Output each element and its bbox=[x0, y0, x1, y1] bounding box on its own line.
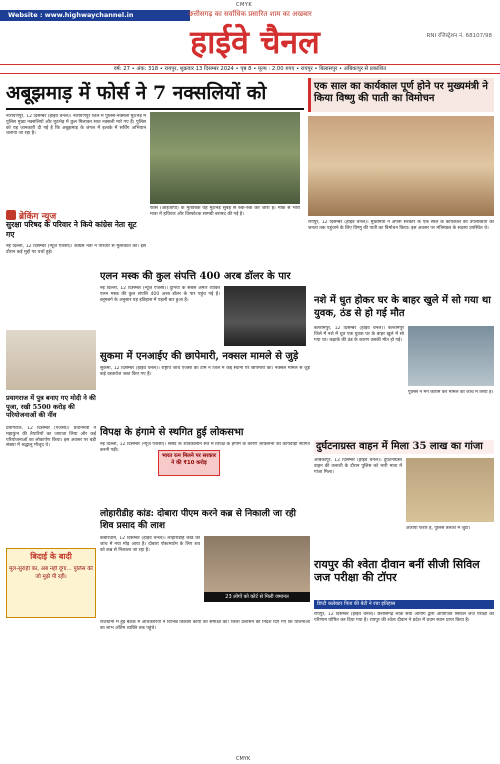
lohardih-body: कबीरधाम, 12 दिसम्बर (हाईवे चैनल)। लोहारीडीह कांड की जांच में नया मोड़ आया है। दोबारा पोस्टमार्टम के लिए शव को कब्र से निकाला जा रहा है। bbox=[100, 536, 200, 553]
ganja-body: अंबिकापुर, 12 दिसम्बर (हाईवे चैनल)। दुर्घटनाग्रस्त वाहन की तलाशी के दौरान पुलिस को भारी मात्रा में गांजा मिला। bbox=[314, 458, 402, 475]
dateline: वर्ष: 27 • अंक: 318 • रायपुर, शुक्रवार 13 दिसम्बर 2024 • पृष्ठ 8 • मूल्य : 2.00 रुपए • रायपुर • बिलासपुर • अंबिकापुर से प्रकाशित bbox=[0, 64, 500, 74]
lead-photo bbox=[150, 112, 300, 204]
musk-photo bbox=[224, 286, 306, 346]
breaking-body: नई दिल्ली, 12 दिसम्बर (न्यूज़ एजेंसी)। कांग्रेस नेता ने परिवार से मुलाकात की। इस दौरान कई मुद्दों पर चर्चा हुई। bbox=[6, 244, 146, 255]
footer-cmyk-mark: CMYK bbox=[236, 756, 251, 762]
breaking-headline[interactable]: सुरक्षा परिषद के परिवार ने किये कांग्रेस नेता सूट गए bbox=[6, 220, 137, 239]
website-banner[interactable]: Website : www.highwaychannel.in bbox=[0, 10, 190, 21]
masthead-title: हाईवे चैनल bbox=[190, 23, 320, 61]
musk-body: नई दिल्ली, 12 दिसम्बर (न्यूज़ एजेंसी)। दुनिया के सबसे अमीर व्यक्ति एलन मस्क की कुल संपत्ति 400 अरब डॉलर के पार पहुंच गई है। ब्लूमबर्ग के अनुसार यह इतिहास में पहली बार हुआ है। bbox=[100, 286, 220, 303]
cm-release-photo bbox=[308, 116, 494, 216]
musk-headline[interactable]: एलन मस्क की कुल संपत्ति 400 अरब डॉलर के पार bbox=[100, 271, 291, 282]
top-strip bbox=[0, 0, 500, 24]
lohardih-caption: 23 लोगों को कोर्ट से मिली जमानत bbox=[204, 592, 310, 602]
civil-judge-body: रायपुर, 12 दिसम्बर (हाईवे चैनल)। छत्तीसगढ़ लोक सेवा आयोग द्वारा आयोजित सिविल जज परीक्षा का परिणाम घोषित कर दिया गया है। रायपुर की श्वेता दीवान ने प्रदेश में प्रथम स्थान प्राप्त किया है। bbox=[314, 612, 494, 623]
tagline: छत्तीसगढ़ का सर्वाधिक प्रसारित शाम का अखबार bbox=[188, 10, 312, 18]
nashe-headline[interactable]: नशे में धुत होकर घर के बाहर खुले में सो गया था युवक, ठंड से हो गई मौत bbox=[314, 295, 491, 319]
lead-body-continued: फोर्स (आईजीपी) के मुताबिक यह मुठभेड़ सुबह से रुक-रुक कर जारी है। मौके से भारी मात्रा में हथियार और विस्फोटक सामग्री बरामद की गई है। bbox=[150, 206, 300, 217]
lead-headline[interactable]: अबूझमाड़ में फोर्स ने 7 नक्सलियों को bbox=[6, 78, 304, 110]
lohardih-photo bbox=[204, 536, 310, 592]
masthead bbox=[0, 22, 500, 64]
loksabha-body: नई दिल्ली, 12 दिसम्बर (न्यूज़ एजेंसी)। संसद के शीतकालीन सत्र में विपक्ष के हंगामे के कारण लोकसभा की कार्यवाही स्थगित करनी पड़ी। bbox=[100, 442, 310, 453]
ganja-photo bbox=[406, 458, 494, 522]
modi-photo bbox=[6, 330, 96, 390]
nashe-body: बलरामपुर, 12 दिसम्बर (हाईवे चैनल)। बलरामपुर जिले में नशे में धुत एक युवक घर के बाहर खुले में सो गया था। कड़ाके की ठंड के कारण उसकी मौत हो गई। bbox=[314, 326, 404, 343]
civil-judge-strip: डिप्टी कलेक्टर पिता की बेटी ने रचा इतिहास bbox=[314, 600, 494, 609]
cm-release-body: रायपुर, 12 दिसम्बर (हाईवे चैनल)। मुख्यमंत्री ने अपनी सरकार के एक साल के कार्यकाल की उपलब्धियों को जनता तक पहुंचाने के लिए विष्णु की पाती का विमोचन किया। इस अवसर पर मंत्रिमंडल के सदस्य उपस्थित थे। bbox=[308, 220, 494, 231]
registration-number: RNI रजिस्ट्रेशन नं. 68107/98 bbox=[426, 33, 492, 39]
lohardih-headline[interactable]: लोहारीडीह कांड: दोबारा पीएम करने कब्र से निकाली जा रही शिव प्रसाद की लाश bbox=[100, 509, 296, 531]
ganja-body-continued: आरोपी फरार है, पुलिस तलाश में जुटी। bbox=[406, 526, 471, 531]
nashe-photo bbox=[408, 326, 494, 386]
breaking-icon bbox=[6, 210, 16, 220]
nashe-body-continued: पुलिस ने मर्ग कायम कर मामले को जांच में लिया है। bbox=[408, 390, 494, 395]
breaking-news-label: ब्रेकिंग न्यूज bbox=[6, 204, 146, 218]
loksabha-headline[interactable]: विपक्ष के हंगामे से स्थगित हुई लोकसभा bbox=[100, 427, 244, 438]
sukma-headline[interactable]: सुकमा में एनआईए की छापेमारी, नक्सल मामले से जुड़े bbox=[100, 351, 299, 362]
bottom-body: राजधानी में हुई बैठक में अधिकारियों ने विभिन्न विकास कार्यों की समीक्षा की। जिला प्रशासन को निर्देश दिए गए कि योजनाओं का लाभ अंतिम व्यक्ति तक पहुंचे। bbox=[100, 620, 310, 631]
ad-title: बिदाई के बादी bbox=[30, 551, 72, 561]
prayagraj-body: प्रयागराज, 12 दिसम्बर (एजेंसी)। प्रधानमंत्री ने महाकुंभ की तैयारियों का जायजा लिया और कई परियोजनाओं का लोकार्पण किया। इस अवसर पर बड़ी संख्या में श्रद्धालु मौजूद थे। bbox=[6, 426, 96, 449]
ganja-headline[interactable]: दुर्घटनाग्रस्त वाहन में मिला 35 लाख का गांजा bbox=[314, 440, 494, 454]
lead-body: नारायणपुर, 12 दिसम्बर (हाईवे चैनल)। नारायणपुर जिले में पुलिस-नक्सली मुठभेड़ में पुलिस मुख्य नक्सलियों और मुठभेड़ में कुल मिलाकर सात नक्सली मारे गए हैं। पुलिस को यह जानकारी दी गई है कि अबूझमाड़ के जंगल में इलाके में सर्चिंग अभियान चलाया जा रहा है। bbox=[6, 114, 146, 137]
prayagraj-headline[interactable]: प्रयागराज में पुत्र बनाए गए मोदी ने की पूजा, रखी 5500 करोड़ की परियोजनाओं की नींव bbox=[6, 394, 96, 419]
ad-text: मूल-सुराही का, अब नहीं दूंगा... पुलिस की जो मुझे पी रही। bbox=[9, 566, 93, 580]
civil-judge-headline[interactable]: रायपुर की श्वेता दीवान बनीं सीजी सिविल जज परीक्षा की टॉपर bbox=[314, 558, 480, 584]
sukma-body: सुकमा, 12 दिसम्बर (हाईवे चैनल)। राष्ट्रीय जांच एजेंसी की टीम ने जिले में कई स्थानों पर छापेमारी की। नक्सल मामले से जुड़े कई दस्तावेज जब्त किए गए हैं। bbox=[100, 366, 310, 377]
cm-release-headline[interactable]: एक साल का कार्यकाल पूर्ण होने पर मुख्यमंत्री ने किया विष्णु की पाती का विमोचन bbox=[308, 78, 494, 112]
bharat-ratna-box: भारत रत्न मिलने पर सरकार ने की ₹10 करोड़ bbox=[158, 450, 220, 476]
cmyk-mark: CMYK bbox=[236, 2, 253, 8]
